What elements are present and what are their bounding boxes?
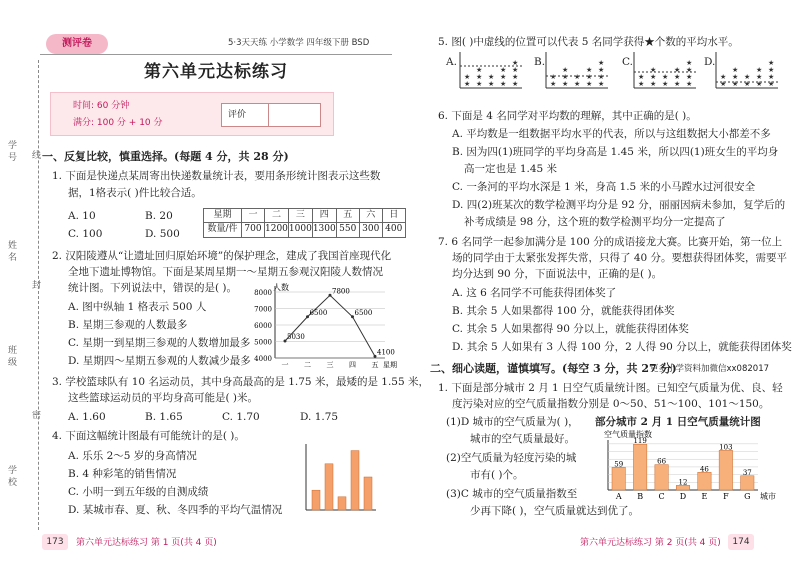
- svg-text:★: ★: [768, 59, 775, 67]
- q7-option[interactable]: B. 其余 5 人如果都得 100 分，就能获得团体奖: [452, 305, 675, 317]
- cut-line: [38, 60, 39, 530]
- promo-text: 更多小学资料加微信xx082017: [650, 364, 770, 374]
- q6-line: 6. 下面是 4 名同学对平均数的理解，其中正确的是( )。: [438, 110, 697, 122]
- svg-text:★: ★: [500, 73, 507, 81]
- q2-line: 统计图。下列说法中，错误的是( )。: [68, 282, 238, 294]
- svg-text:★: ★: [768, 66, 775, 74]
- visitor-line-chart: [245, 282, 395, 370]
- q5-option[interactable]: A.: [446, 56, 457, 68]
- data-label: 12: [678, 478, 688, 487]
- section-2-title: 二、细心读题，谨慎填写。(每空 3 分，共 27 分): [430, 362, 677, 375]
- q1-line: 据，1格表示( )件比较合适。: [68, 187, 202, 199]
- q5-star-figure-b: [546, 52, 608, 90]
- x-tick-label: 三: [326, 361, 334, 369]
- svg-text:★: ★: [768, 73, 775, 81]
- table-cell: 五: [336, 209, 359, 223]
- x-tick-label: C: [658, 492, 665, 501]
- bar: [655, 465, 668, 490]
- svg-text:★: ★: [562, 80, 569, 88]
- svg-text:★: ★: [476, 73, 483, 81]
- table-cell: 550: [336, 223, 359, 237]
- q1-option[interactable]: C. 100: [68, 228, 103, 240]
- data-label: 37: [742, 468, 752, 477]
- q5-option[interactable]: C.: [622, 56, 633, 68]
- svg-text:★: ★: [574, 80, 581, 88]
- svg-text:★: ★: [476, 66, 483, 74]
- x-tick-label: 一: [281, 361, 289, 369]
- bar: [612, 467, 625, 490]
- svg-text:★: ★: [562, 73, 569, 81]
- bar: [741, 476, 754, 490]
- svg-text:★: ★: [686, 80, 693, 88]
- x-axis-label: 城市: [760, 492, 776, 501]
- table-cell: 700: [242, 223, 265, 237]
- svg-text:★: ★: [650, 73, 657, 81]
- footer-right: 第六单元达标练习 第 2 页(共 4 页): [580, 538, 721, 548]
- table-cell: 三: [288, 209, 312, 223]
- x-axis-label: 星期: [383, 361, 397, 369]
- svg-text:★: ★: [586, 73, 593, 81]
- table-cell: 1300: [312, 223, 336, 237]
- weekly-table: [203, 208, 406, 238]
- svg-text:★: ★: [512, 73, 519, 81]
- air-quality-bar-chart: [590, 430, 780, 504]
- svg-text:★: ★: [638, 80, 645, 88]
- svg-text:★: ★: [464, 73, 471, 81]
- q3-option[interactable]: C. 1.70: [222, 411, 260, 423]
- data-label: 66: [657, 457, 667, 466]
- svg-text:★: ★: [720, 80, 727, 88]
- table-cell: 1200: [265, 223, 289, 237]
- svg-text:★: ★: [500, 80, 507, 88]
- svg-text:★: ★: [756, 73, 763, 81]
- svg-text:★: ★: [638, 73, 645, 81]
- q7-line: 7. 6 名同学一起参加满分是 100 分的成语接龙大赛。比赛开始，第一位上: [438, 236, 783, 248]
- svg-text:★: ★: [674, 80, 681, 88]
- q2-option[interactable]: B. 星期三参观的人数最多: [68, 319, 188, 331]
- q6-option[interactable]: A. 平均数是一组数据平均水平的代表，所以与这组数据大小都差不多: [452, 128, 771, 140]
- data-label: 59: [614, 460, 624, 469]
- q4-option[interactable]: C. 小明一到五年级的自测成绩: [68, 486, 209, 498]
- label-name: 姓名: [8, 241, 18, 263]
- q6-option[interactable]: B. 因为四(1)班同学的平均身高是 1.45 米，所以四(1)班女生的平均身: [452, 146, 779, 158]
- q8c-line: (3)C 城市的空气质量指数至: [446, 488, 578, 500]
- q2-option[interactable]: C. 星期一到星期三参观的人数增加最多: [68, 337, 251, 349]
- data-label: 4100: [377, 348, 395, 357]
- badge: 测评卷: [46, 34, 108, 54]
- svg-text:★: ★: [550, 80, 557, 88]
- y-tick-label: 4000: [254, 355, 272, 363]
- cut-mark: 线: [32, 151, 42, 161]
- q4-option[interactable]: B. 4 种彩笔的销售情况: [68, 468, 177, 480]
- q2-option[interactable]: D. 星期四～星期五参观的人数减少最多: [68, 355, 251, 367]
- svg-text:★: ★: [732, 66, 739, 74]
- q3-line: 这些篮球运动员的平均身高可能是( )米。: [68, 392, 259, 404]
- eval-box[interactable]: [221, 103, 321, 127]
- q3-option[interactable]: B. 1.65: [145, 411, 183, 423]
- label-class: 班级: [8, 346, 18, 368]
- svg-text:★: ★: [732, 80, 739, 88]
- svg-text:★: ★: [720, 73, 727, 81]
- q8b-line: 市有( )个。: [470, 469, 524, 481]
- q4-line: 4. 下面这幅统计图最有可能统计的是( )。: [52, 430, 245, 442]
- svg-text:★: ★: [650, 80, 657, 88]
- q2-line: 全地下遗址博物馆。下面是某周星期一～星期五参观汉阳陵人数情况: [68, 266, 383, 278]
- q5-star-figure-c: [634, 52, 696, 90]
- page-number-left: 173: [42, 534, 68, 550]
- q8-line: 1. 下面是部分城市 2 月 1 日空气质量统计图。已知空气质量为优、良、轻: [438, 382, 783, 394]
- q5-option[interactable]: B.: [534, 56, 546, 68]
- svg-text:★: ★: [662, 80, 669, 88]
- info-box: [50, 92, 334, 136]
- y-axis-label: 空气质量指数: [604, 430, 652, 439]
- cut-mark: 封: [32, 281, 42, 291]
- y-tick-label: 6000: [254, 322, 272, 330]
- table-cell: 400: [382, 223, 405, 237]
- data-label: 6500: [354, 308, 373, 317]
- table-cell: 二: [265, 209, 289, 223]
- q4-bar-chart: [300, 440, 380, 515]
- svg-text:★: ★: [686, 66, 693, 74]
- q5-line: 5. 图( )中虚线的位置可以代表 5 名同学获得★个数的平均水平。: [438, 36, 739, 48]
- q8-line: 度污染对应的空气质量指数分别是 0～50、51～100、101～150。: [452, 398, 770, 410]
- q6-option-cont: 补考成绩是 98 分，这个班的数学检测平均分一定提高了: [464, 216, 726, 228]
- table-cell: 1000: [288, 223, 312, 237]
- q1-option[interactable]: D. 500: [145, 228, 180, 240]
- q1-line: 1. 下面是快递点某周寄出快递数量统计表，要用条形统计图表示这些数: [52, 170, 381, 182]
- svg-text:★: ★: [488, 73, 495, 81]
- table-cell: 300: [359, 223, 382, 237]
- q8a-line: (1)D 城市的空气质量为( )，: [446, 416, 579, 428]
- q8c-line: 少再下降( )，空气质量就达到优了。: [470, 505, 640, 517]
- data-label: 119: [633, 437, 647, 446]
- q5-star-figure-d: [716, 52, 778, 90]
- x-tick-label: E: [701, 492, 708, 501]
- bar: [312, 490, 320, 510]
- data-label: 5030: [287, 333, 305, 342]
- table-cell: 星期: [204, 209, 242, 223]
- x-tick-label: B: [637, 492, 644, 501]
- q7-option[interactable]: A. 这 6 名同学不可能获得团体奖了: [452, 287, 617, 299]
- divider: [40, 54, 392, 55]
- data-label: 103: [719, 443, 733, 452]
- svg-text:★: ★: [512, 80, 519, 88]
- x-tick-label: D: [679, 492, 687, 501]
- svg-text:★: ★: [686, 59, 693, 67]
- q2-line: 2. 汉阳陵遵从“让遗址回归原始环境”的保护理念，建成了我国首座现代化: [52, 250, 392, 262]
- y-tick-label: 5000: [254, 338, 272, 347]
- page-title: 第六单元达标练习: [144, 62, 288, 82]
- q1-option[interactable]: A. 10: [68, 210, 96, 222]
- svg-text:★: ★: [488, 80, 495, 88]
- y-axis-label: 人数: [273, 283, 289, 292]
- svg-text:★: ★: [512, 59, 519, 67]
- x-tick-label: F: [723, 492, 729, 501]
- svg-text:★: ★: [674, 73, 681, 81]
- bar: [338, 497, 346, 510]
- series-header: 5·3天天练 小学数学 四年级下册 BSD: [228, 38, 370, 48]
- q6-option[interactable]: C. 一条河的平均水深是 1 米，身高 1.5 米的小马蹚水过河很安全: [452, 181, 756, 193]
- q7-option[interactable]: C. 其余 5 人如果都得 90 分以上，就能获得团体奖: [452, 323, 689, 335]
- x-tick-label: 四: [349, 361, 356, 369]
- x-tick-label: 二: [304, 361, 311, 369]
- q2-option[interactable]: A. 图中纵轴 1 格表示 500 人: [68, 301, 207, 313]
- x-tick-label: 五: [371, 361, 379, 369]
- q6-option[interactable]: D. 四(2)班某次的数学检测平均分是 92 分，丽丽因病未参加，复学后的: [452, 199, 786, 211]
- svg-text:★: ★: [476, 80, 483, 88]
- air-chart-title: 部分城市 2 月 1 日空气质量统计图: [595, 416, 761, 428]
- data-label: 46: [699, 465, 709, 474]
- q7-line: 均分达到 90 分，下面说法中，正确的是( )。: [452, 268, 663, 280]
- svg-text:★: ★: [586, 66, 593, 74]
- cut-mark: 密: [32, 411, 42, 421]
- table-cell: 日: [382, 209, 405, 223]
- y-tick-label: 8000: [254, 289, 272, 297]
- data-label: 6500: [309, 308, 328, 317]
- table-cell: 四: [312, 209, 336, 223]
- y-tick-label: 7000: [254, 305, 272, 314]
- bar: [325, 464, 333, 510]
- q7-line: 场的同学由于太紧张发挥失常，只得了 40 分。要想获得团体奖，需要平: [452, 252, 788, 264]
- svg-text:★: ★: [464, 80, 471, 88]
- svg-text:★: ★: [512, 66, 519, 74]
- svg-text:★: ★: [732, 73, 739, 81]
- x-tick-label: A: [615, 492, 622, 501]
- bar: [351, 451, 359, 510]
- bar: [698, 472, 711, 490]
- svg-text:★: ★: [598, 73, 605, 81]
- svg-text:★: ★: [756, 80, 763, 88]
- table-cell: 六: [359, 209, 382, 223]
- q8b-line: (2)空气质量为轻度污染的城: [446, 452, 577, 464]
- q5-star-figure-a: [460, 52, 522, 90]
- binding-margin: [0, 0, 42, 566]
- svg-text:★: ★: [662, 73, 669, 81]
- q1-option[interactable]: B. 20: [145, 210, 173, 222]
- svg-text:★: ★: [574, 73, 581, 81]
- table-cell: 数量/件: [204, 223, 242, 237]
- data-label: 7800: [332, 287, 350, 296]
- svg-text:★: ★: [686, 73, 693, 81]
- bar: [364, 477, 372, 510]
- svg-text:★: ★: [674, 66, 681, 74]
- svg-text:★: ★: [598, 66, 605, 74]
- series-line: [285, 295, 375, 356]
- footer-left: 第六单元达标练习 第 1 页(共 4 页): [76, 538, 217, 548]
- svg-text:★: ★: [562, 66, 569, 74]
- time-info: 时间: 60 分钟: [73, 101, 130, 111]
- q6-option-cont: 高一定也是 1.45 米: [464, 163, 558, 175]
- svg-text:★: ★: [586, 80, 593, 88]
- svg-text:★: ★: [650, 66, 657, 74]
- q3-option[interactable]: A. 1.60: [68, 411, 106, 423]
- svg-text:★: ★: [550, 73, 557, 81]
- svg-text:★: ★: [768, 80, 775, 88]
- eval-label: 评价: [228, 110, 247, 120]
- table-cell: 一: [242, 209, 265, 223]
- q4-option[interactable]: D. 某城市春、夏、秋、冬四季的平均气温情况: [68, 504, 283, 516]
- label-school: 学校: [8, 466, 18, 488]
- svg-text:★: ★: [598, 59, 605, 67]
- svg-text:★: ★: [744, 73, 751, 81]
- svg-text:★: ★: [744, 80, 751, 88]
- bar: [719, 450, 732, 490]
- svg-text:★: ★: [598, 80, 605, 88]
- q8a-line: 城市的空气质量最好。: [470, 433, 575, 445]
- page-number-right: 174: [728, 534, 754, 550]
- score-info: 满分: 100 分 + 10 分: [73, 118, 163, 128]
- svg-text:★: ★: [500, 66, 507, 74]
- q3-option[interactable]: D. 1.75: [300, 411, 339, 423]
- bar: [633, 444, 646, 490]
- label-student-id: 学号: [8, 141, 18, 163]
- q3-line: 3. 学校篮球队有 10 名运动员，其中身高最高的是 1.75 米，最矮的是 1.55 米，: [52, 376, 429, 388]
- svg-text:★: ★: [756, 66, 763, 74]
- section-1-title: 一、反复比较，慎重选择。(每题 4 分，共 28 分): [42, 150, 289, 163]
- q4-option[interactable]: A. 乐乐 2～5 岁的身高情况: [68, 450, 197, 462]
- x-tick-label: G: [744, 492, 751, 501]
- q7-option[interactable]: D. 其余 5 人如果有 3 人得 100 分，2 人得 90 分以上，就能获得团体奖: [452, 341, 792, 353]
- q5-option[interactable]: D.: [704, 56, 716, 68]
